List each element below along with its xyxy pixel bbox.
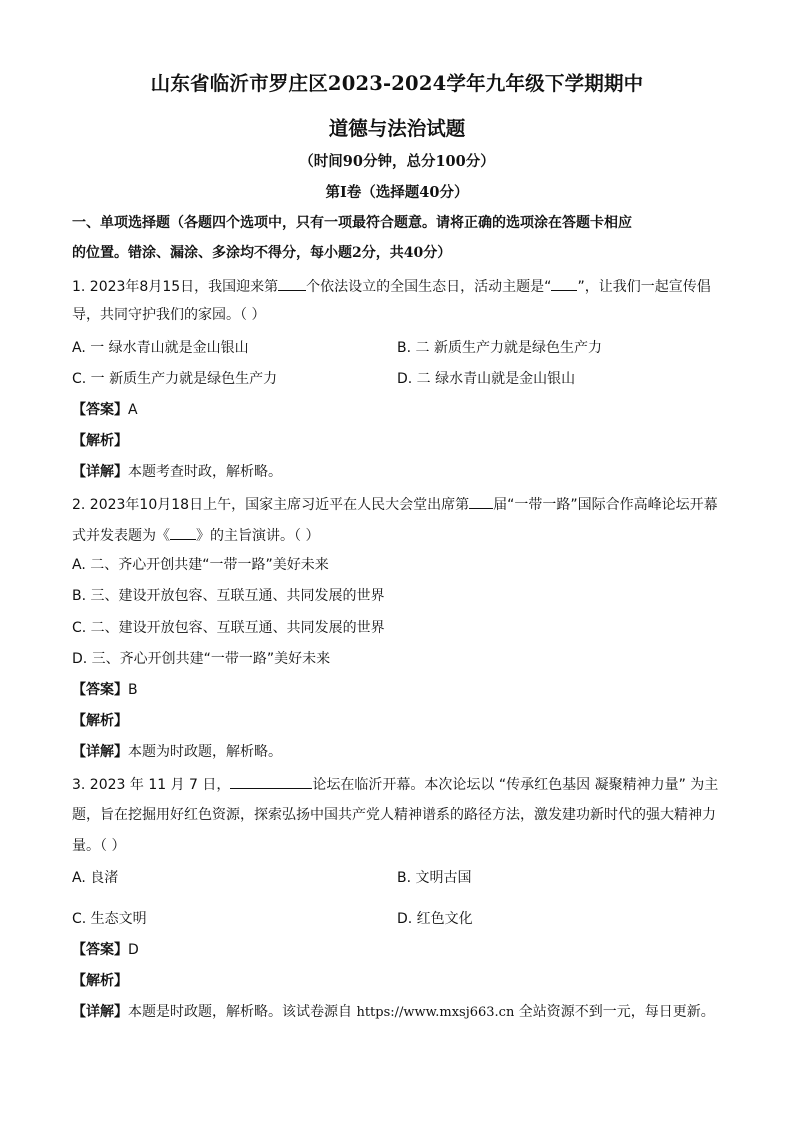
q2-detail-label: 【详解】 [72, 744, 128, 760]
q3-detail-label: 【详解】 [72, 1004, 128, 1020]
q2-detail [72, 742, 724, 762]
q3-answer-value: D [128, 942, 139, 958]
source-note: 全站资源不到一元，每日更新。 [514, 1004, 715, 1020]
q2-stem-line2-a: 式并发表题为《 [72, 528, 170, 544]
q3-stem-line2: 题，旨在挖掘用好红色资源，探索弘扬中国共产党人精神谱系的路径方法，激发建功新时代的强大精神力 [72, 807, 716, 823]
q3-answer-label: 【答案】 [72, 942, 128, 958]
volume-heading: 第Ⅰ卷（选择题40分） [325, 184, 469, 201]
q3-detail [72, 1002, 724, 1023]
q1-option-b: B. 二 新质生产力就是绿色生产力 [397, 340, 602, 356]
q2-answer-label: 【答案】 [72, 682, 128, 698]
source-link[interactable]: https://www.mxsj663.cn [356, 1005, 515, 1020]
q3-stem-line3: 量。（ ） [72, 838, 126, 854]
q1-option-d: D. 二 绿水青山就是金山银山 [397, 371, 576, 387]
q1-detail-text: 本题考查时政，解析略。 [128, 464, 282, 480]
q3-analysis-label: 【解析】 [72, 973, 128, 989]
q2-analysis-label: 【解析】 [72, 713, 128, 729]
q2-option-c: C. 二、建设开放包容、互联互通、共同发展的世界 [72, 620, 385, 636]
q3-stem-part-a: 3. 2023 年 11 月 7 日， [72, 777, 231, 793]
q1-analysis-label: 【解析】 [72, 433, 128, 449]
q1-answer-label: 【答案】 [72, 402, 128, 418]
q3-detail-text: 本题是时政题，解析略。该试卷源自 [128, 1004, 357, 1020]
q3-option-c: C. 生态文明 [72, 911, 147, 927]
q1-answer [72, 400, 724, 420]
q1-stem-part-c: ”，让我们一起宣传倡 [577, 279, 711, 295]
q2-stem-part-a: 2. 2023年10月18日上午，国家主席习近平在人民大会堂出席第 [72, 497, 470, 513]
section-heading-line1: 一、单项选择题（各题四个选项中，只有一项最符合题意。请将正确的选项涂在答题卡相应 [72, 215, 632, 231]
q2-option-a: A. 二、齐心开创共建“一带一路”美好未来 [72, 557, 329, 573]
q3-blank [230, 773, 312, 789]
q1-blank-1 [278, 275, 306, 291]
q1-option-a: A. 一 绿水青山就是金山银山 [72, 340, 249, 356]
q2-option-b: B. 三、建设开放包容、互联互通、共同发展的世界 [72, 588, 385, 604]
q1-stem-part-a: 1. 2023年8月15日，我国迎来第 [72, 279, 279, 295]
q3-option-a: A. 良渚 [72, 870, 119, 886]
q2-stem-part-b: 届“一带一路”国际合作高峰论坛开幕 [493, 497, 718, 513]
q2-answer-value: B [128, 682, 138, 698]
exam-title-line1: 山东省临沂市罗庄区2023-2024学年九年级下学期期中 [150, 72, 644, 95]
q2-blank-1 [469, 493, 493, 509]
q3-option-b: B. 文明古国 [397, 870, 472, 886]
q1-stem-part-b: 个依法设立的全国生态日，活动主题是“ [306, 279, 552, 295]
q1-answer-value: A [128, 402, 138, 418]
q2-detail-text: 本题为时政题，解析略。 [128, 744, 282, 760]
q3-stem-line1 [72, 773, 724, 795]
time-note: （时间90分钟，总分100分） [299, 153, 495, 170]
q2-stem-line1 [72, 493, 724, 515]
q1-option-c: C. 一 新质生产力就是绿色生产力 [72, 371, 278, 387]
q2-stem-line2 [72, 524, 724, 546]
q1-stem-line1 [72, 275, 724, 297]
q3-stem-part-b: 论坛在临沂开幕。本次论坛以 “传承红色基因 凝聚精神力量” 为主 [312, 777, 719, 793]
q1-blank-2 [551, 275, 577, 291]
q2-blank-2 [170, 524, 196, 540]
q1-detail [72, 462, 724, 482]
exam-title-line2: 道德与法治试题 [328, 117, 466, 140]
q1-stem-line2: 导，共同守护我们的家园。（ ） [72, 307, 266, 323]
q2-stem-line2-b: 》的主旨演讲。（ ） [196, 528, 320, 544]
q1-detail-label: 【详解】 [72, 464, 128, 480]
q3-answer [72, 940, 724, 960]
q3-option-d: D. 红色文化 [397, 911, 473, 927]
q2-option-d: D. 三、齐心开创共建“一带一路”美好未来 [72, 651, 331, 667]
section-heading-line2: 的位置。错涂、漏涂、多涂均不得分，每小题2分，共40分） [72, 245, 452, 261]
q2-answer [72, 680, 724, 700]
